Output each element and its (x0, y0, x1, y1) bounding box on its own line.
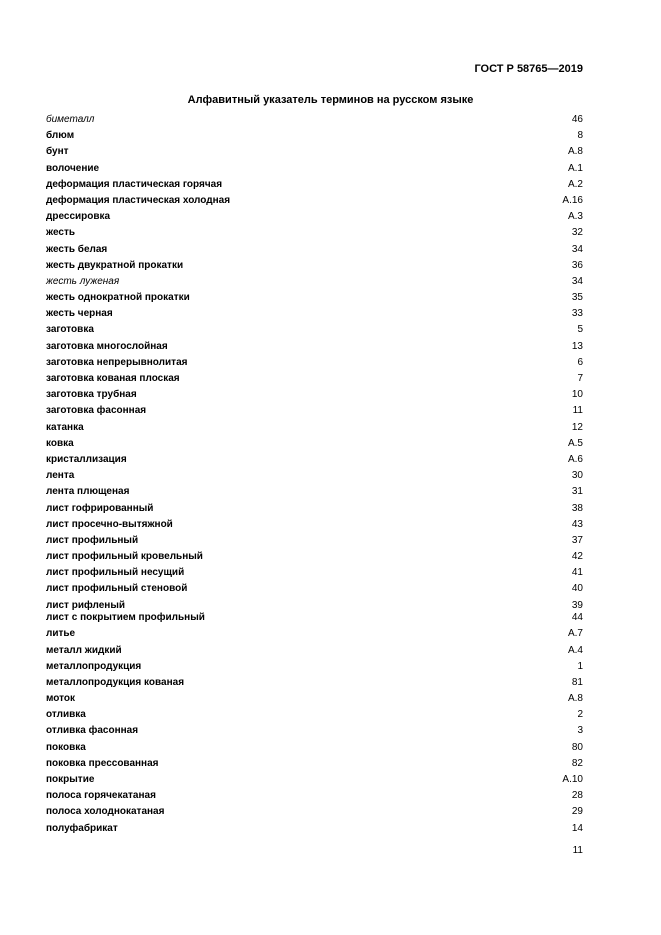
index-term: катанка (46, 421, 84, 433)
index-term: лист профильный стеновой (46, 583, 188, 595)
index-entry (46, 598, 583, 611)
index-reference: 14 (571, 822, 583, 834)
index-term: жесть однократной прокатки (46, 292, 190, 304)
index-entry (46, 581, 583, 597)
index-reference: 34 (571, 275, 583, 287)
index-reference: 5 (577, 324, 583, 336)
index-reference: 30 (571, 470, 583, 482)
index-term: кристаллизация (46, 453, 127, 465)
index-entry (46, 371, 583, 387)
index-reference: 34 (571, 243, 583, 255)
index-term: волочение (46, 162, 100, 174)
index-term: металлопродукция кованая (46, 676, 185, 688)
index-term: покрытие (46, 774, 95, 785)
index-reference: 29 (571, 806, 583, 818)
index-reference: А.2 (567, 178, 583, 190)
index-reference: 7 (577, 373, 583, 384)
index-entry (46, 209, 583, 225)
index-entry (46, 533, 583, 549)
index-term: полоса холоднокатаная (46, 806, 165, 818)
index-term: жесть двукратной прокатки (46, 259, 184, 271)
index-entry (46, 355, 583, 371)
index-reference: 6 (577, 356, 583, 368)
index-term: жесть (46, 227, 75, 239)
index-entry (46, 225, 583, 241)
index-reference: А.4 (567, 644, 583, 656)
index-reference: А.8 (567, 693, 583, 705)
index-term: отливка фасонная (46, 725, 139, 737)
index-term: лист рифленый (46, 599, 126, 611)
index-entry (46, 804, 583, 820)
standard-code: ГОСТ Р 58765—2019 (474, 63, 583, 75)
index-term: металл жидкий (46, 644, 122, 656)
index-entry (46, 610, 583, 626)
index-term: блюм (46, 130, 75, 142)
index-term: лист профильный кровельный (46, 551, 203, 563)
index-reference: А.3 (567, 211, 583, 223)
index-reference: 28 (571, 790, 583, 802)
index-term: ковка (46, 437, 74, 449)
index-entry (46, 468, 583, 484)
index-entry (46, 756, 583, 772)
index-title: Алфавитный указатель терминов на русском языке (187, 94, 474, 106)
index-reference: 39 (571, 599, 583, 611)
index-term: заготовка многослойная (46, 340, 168, 352)
index-entry (46, 339, 583, 355)
index-entry (46, 626, 583, 642)
index-reference: 1 (577, 660, 583, 672)
index-term: лист профильный (46, 534, 139, 546)
index-entry (46, 436, 583, 452)
index-reference: А.5 (567, 437, 583, 449)
index-reference: 42 (571, 551, 583, 563)
index-entry (46, 565, 583, 581)
index-reference: 3 (577, 725, 583, 737)
index-entry (46, 144, 583, 160)
index-term: дрессировка (46, 211, 111, 223)
index-reference: 10 (571, 389, 583, 401)
index-reference: А.7 (567, 628, 583, 640)
index-term: лист просечно-вытяжной (46, 518, 173, 530)
index-reference: 43 (571, 518, 583, 530)
index-term: заготовка трубная (46, 389, 137, 401)
index-reference: 82 (571, 757, 583, 769)
index-reference: 31 (571, 486, 583, 498)
index-reference: 11 (572, 405, 583, 417)
index-reference: 32 (571, 227, 583, 239)
index-reference: 40 (571, 583, 583, 595)
index-term: отливка (46, 709, 86, 721)
index-reference: 80 (571, 741, 583, 753)
index-term: металлопродукция (46, 660, 142, 672)
index-reference: 13 (571, 340, 583, 352)
page-number: 11 (572, 845, 583, 856)
index-entry (46, 322, 583, 338)
index-entry (46, 517, 583, 533)
index-term: деформация пластическая холодная (46, 194, 231, 206)
index-term: лист гофрированный (46, 502, 154, 514)
index-entry (46, 707, 583, 723)
index-term: литье (46, 628, 76, 640)
index-term: жесть белая (46, 243, 108, 255)
index-reference: 41 (571, 567, 583, 579)
index-entry (46, 452, 583, 468)
index-term: полуфабрикат (46, 822, 118, 834)
index-term: лента плющеная (46, 486, 130, 498)
index-entry (46, 420, 583, 436)
index-reference: А.6 (567, 453, 583, 465)
index-entry (46, 788, 583, 804)
index-term: деформация пластическая горячая (46, 178, 223, 190)
index-term: заготовка кованая плоская (46, 373, 180, 384)
index-term: лист с покрытием профильный (46, 612, 205, 624)
index-term: заготовка фасонная (46, 405, 147, 417)
index-entry (46, 258, 583, 274)
index-entry (46, 821, 583, 837)
index-term: заготовка непрерывнолитая (46, 356, 188, 368)
index-reference: А.10 (562, 774, 583, 785)
index-reference: А.16 (562, 194, 583, 206)
index-entry (46, 484, 583, 500)
index-reference: 36 (571, 259, 583, 271)
index-reference: А.1 (567, 162, 583, 174)
index-entry (46, 501, 583, 517)
index-entry (46, 691, 583, 707)
index-entry (46, 290, 583, 306)
index-reference: 46 (571, 114, 583, 125)
index-reference: 37 (571, 534, 583, 546)
index-term: лента (46, 470, 75, 482)
index-term: жесть луженая (46, 275, 120, 287)
index-entry (46, 128, 583, 144)
index-entry (46, 193, 583, 209)
index-reference: 12 (571, 421, 583, 433)
index-term: поковка (46, 741, 86, 753)
index-reference: 2 (577, 709, 583, 721)
index-entry (46, 403, 583, 419)
index-entry (46, 274, 583, 290)
index-term: полоса горячекатаная (46, 790, 156, 802)
index-term: заготовка (46, 324, 94, 336)
index-reference: 81 (571, 676, 583, 688)
index-entry (46, 242, 583, 258)
index-reference: 38 (571, 502, 583, 514)
index-entry (46, 177, 583, 193)
index-entry (46, 161, 583, 177)
index-entry (46, 643, 583, 659)
index-term: лист профильный несущий (46, 567, 185, 579)
index-entry (46, 112, 583, 128)
index-entry (46, 306, 583, 322)
index-reference: 8 (577, 130, 583, 142)
index-entry (46, 549, 583, 565)
index-reference: 35 (571, 292, 583, 304)
index-term: поковка прессованная (46, 757, 159, 769)
index-term: жесть черная (46, 308, 113, 320)
index-entry (46, 772, 583, 788)
index-reference: А.8 (567, 146, 583, 158)
term-index-list (46, 112, 583, 837)
index-entry (46, 387, 583, 403)
index-term: бунт (46, 146, 69, 158)
index-term: моток (46, 693, 76, 705)
index-entry (46, 740, 583, 756)
index-entry (46, 659, 583, 675)
index-entry (46, 675, 583, 691)
index-reference: 33 (571, 308, 583, 320)
index-term: биметалл (46, 114, 95, 125)
index-entry (46, 723, 583, 739)
index-reference: 44 (571, 612, 583, 624)
